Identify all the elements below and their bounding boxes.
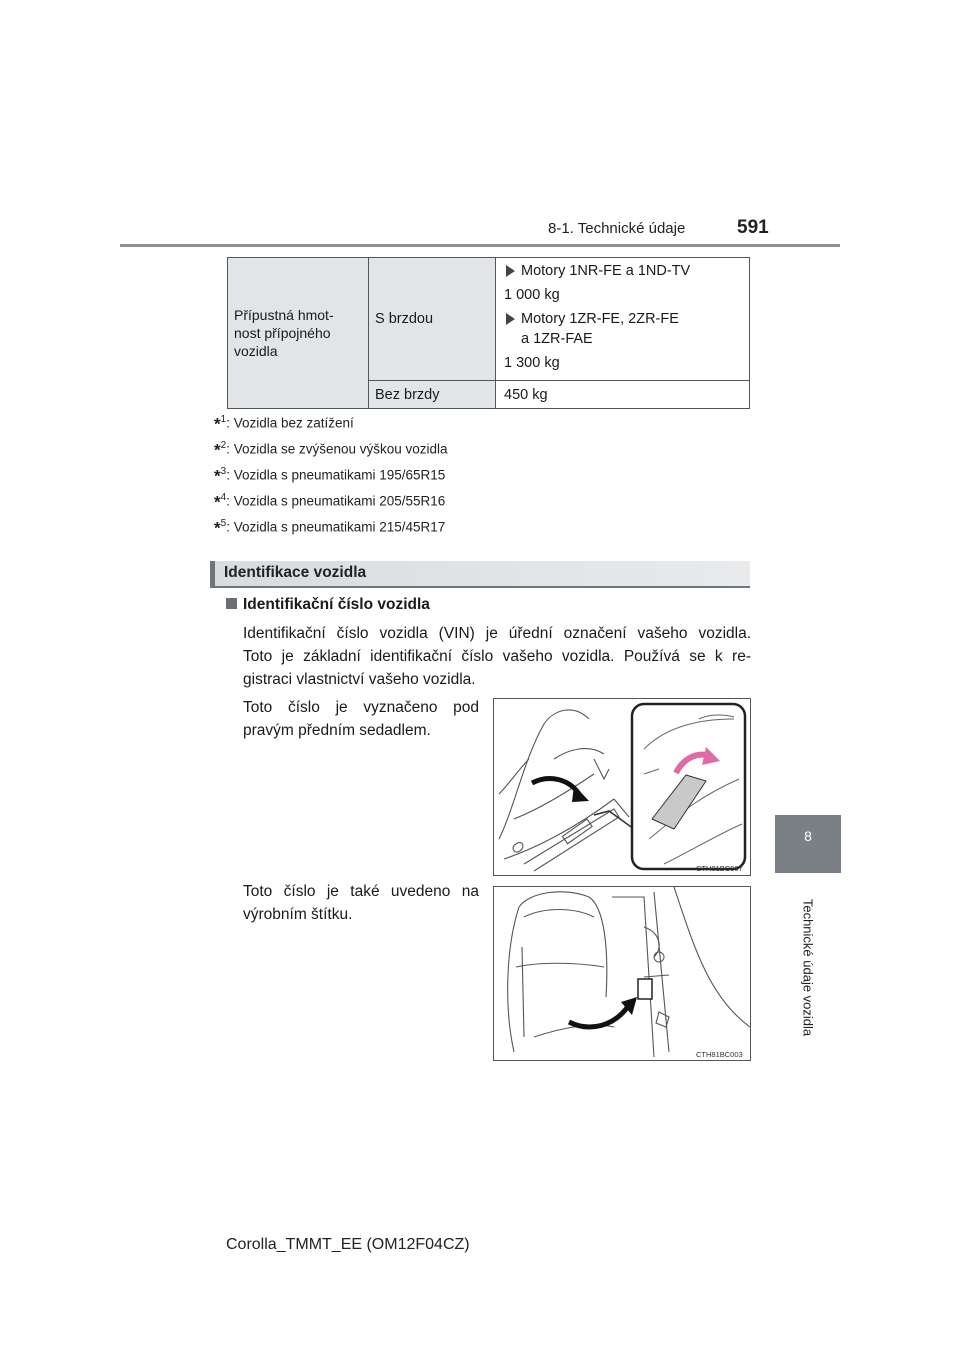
header-divider <box>120 244 840 247</box>
vin-under-seat-illustration <box>493 698 751 876</box>
row-label-line: vozidla <box>234 343 278 359</box>
without-brake-value-cell <box>496 381 750 409</box>
figure1-caption: Toto číslo je vyznačeno pod pravým předním sedadlem. <box>243 699 479 739</box>
section-heading-accent <box>210 561 215 586</box>
subheading: Identifikační číslo vozidla <box>226 596 430 614</box>
row-label-line: nost přípojného <box>234 325 331 341</box>
footnote: *$^3$: Vozidla s pneumatikami 195/65R15 <box>214 466 446 486</box>
section-underline <box>210 586 750 588</box>
with-brake-values-cell <box>496 258 750 381</box>
section-title: Identifikace vozidla <box>224 564 367 581</box>
weight-value: 1 300 kg <box>504 355 560 371</box>
without-brake-value: 450 kg <box>504 386 548 403</box>
footnote: *$^2$: Vozidla se zvýšenou výškou vozidla <box>214 440 448 460</box>
footer-document-id: Corolla_TMMT_EE (OM12F04CZ) <box>226 1236 470 1253</box>
chapter-tab-number: 8 <box>804 828 812 844</box>
footnote: *$^5$: Vozidla s pneumatikami 215/45R17 <box>214 518 446 538</box>
figure2-code: CTH81BC003 <box>696 1050 743 1059</box>
figure2-caption: Toto číslo je také uvedeno na výrobním štítku. <box>243 883 479 923</box>
chapter-tab-title: Technické údaje vozidla <box>800 898 816 1037</box>
engine-group-2-line: a 1ZR-FAE <box>521 331 593 347</box>
engine-group-1: Motory 1NR-FE a 1ND-TV <box>521 263 691 279</box>
vin-paragraph: Identifikační číslo vozidla (VIN) je úřední označení vašeho vozidla. Toto je základní identifikační číslo vašeho vozidla. Používá se k re- gistraci vlastnictví vašeho vozidla. <box>243 625 751 688</box>
figure1-code: CTH81BC007 <box>696 864 743 873</box>
bullet-item <box>504 261 741 281</box>
row-label-cell <box>228 258 369 409</box>
triangle-bullet-icon <box>506 265 515 277</box>
footnote: *$^1$: Vozidla bez zatížení <box>214 414 354 434</box>
square-bullet-icon <box>226 598 237 609</box>
page-number: 591 <box>737 217 769 238</box>
without-brake-label: Bez brzdy <box>375 386 440 403</box>
header-section-title: 8-1. Technické údaje <box>548 220 686 237</box>
chapter-tab[interactable] <box>775 815 841 873</box>
with-brake-label-cell <box>369 258 496 381</box>
engine-group-2-line: Motory 1ZR-FE, 2ZR-FE <box>521 311 679 327</box>
weight-value: 1 000 kg <box>504 287 560 303</box>
door-pillar-illustration-icon <box>494 887 750 1060</box>
footnote: *$^4$: Vozidla s pneumatikami 205/55R16 <box>214 492 446 512</box>
vin-manufacturer-label-illustration <box>493 886 751 1061</box>
bullet-item <box>504 309 741 349</box>
row-label-line: Přípustná hmot- <box>234 307 334 323</box>
trailer-weight-table <box>227 257 750 409</box>
triangle-bullet-icon <box>506 313 515 325</box>
with-brake-label: S brzdou <box>375 311 434 327</box>
without-brake-label-cell <box>369 381 496 409</box>
seat-illustration-icon <box>494 699 750 875</box>
